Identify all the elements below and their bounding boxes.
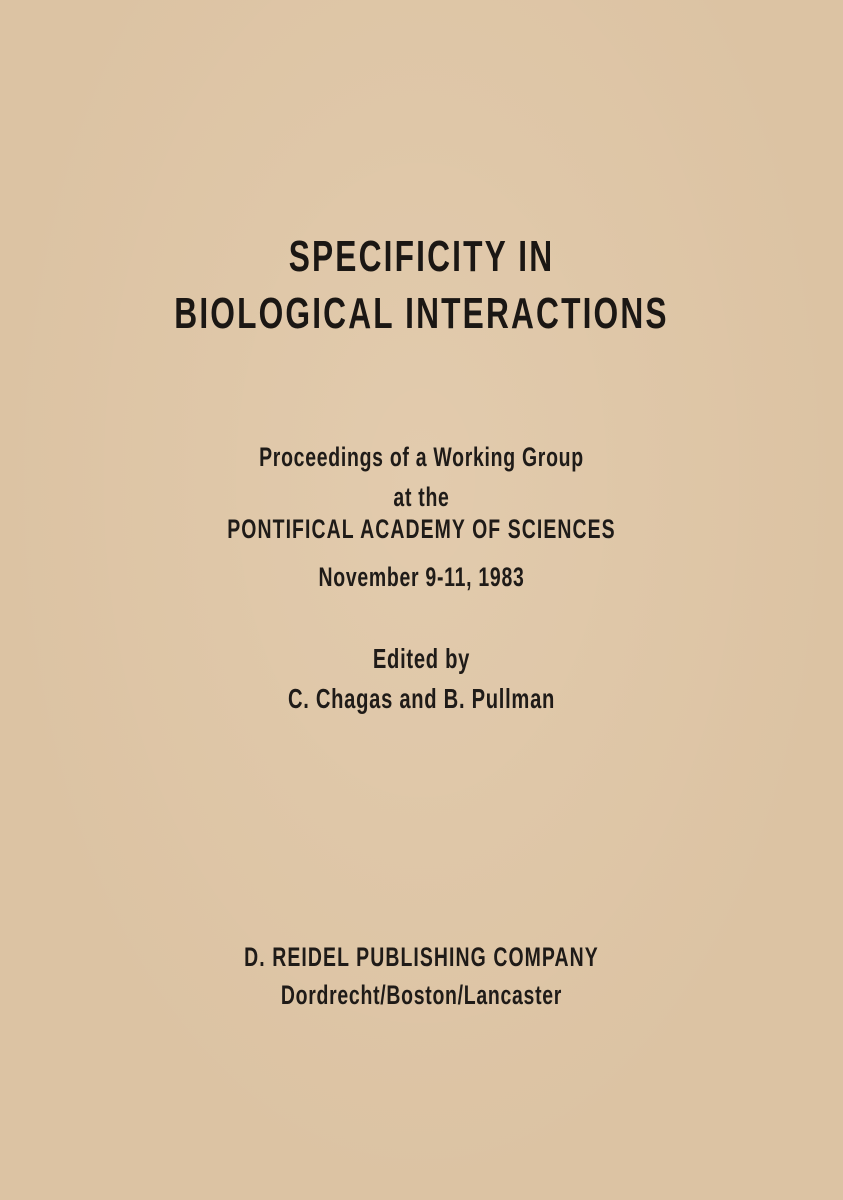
editor-names: C. Chagas and B. Pullman	[287, 683, 556, 714]
academy-line: PONTIFICAL ACADEMY OF SCIENCES	[227, 514, 616, 544]
publisher-name: D. REIDEL PUBLISHING COMPANY	[244, 942, 599, 972]
title-line-1: SPECIFICITY IN	[288, 232, 555, 281]
publisher-locations: Dordrecht/Boston/Lancaster	[280, 980, 563, 1010]
date-line: November 9-11, 1983	[318, 562, 525, 592]
edited-by-label: Edited by	[372, 643, 471, 674]
title-line-2: BIOLOGICAL INTERACTIONS	[174, 289, 669, 338]
proceedings-line: Proceedings of a Working Group	[259, 442, 584, 472]
at-the-line: at the	[393, 482, 450, 512]
